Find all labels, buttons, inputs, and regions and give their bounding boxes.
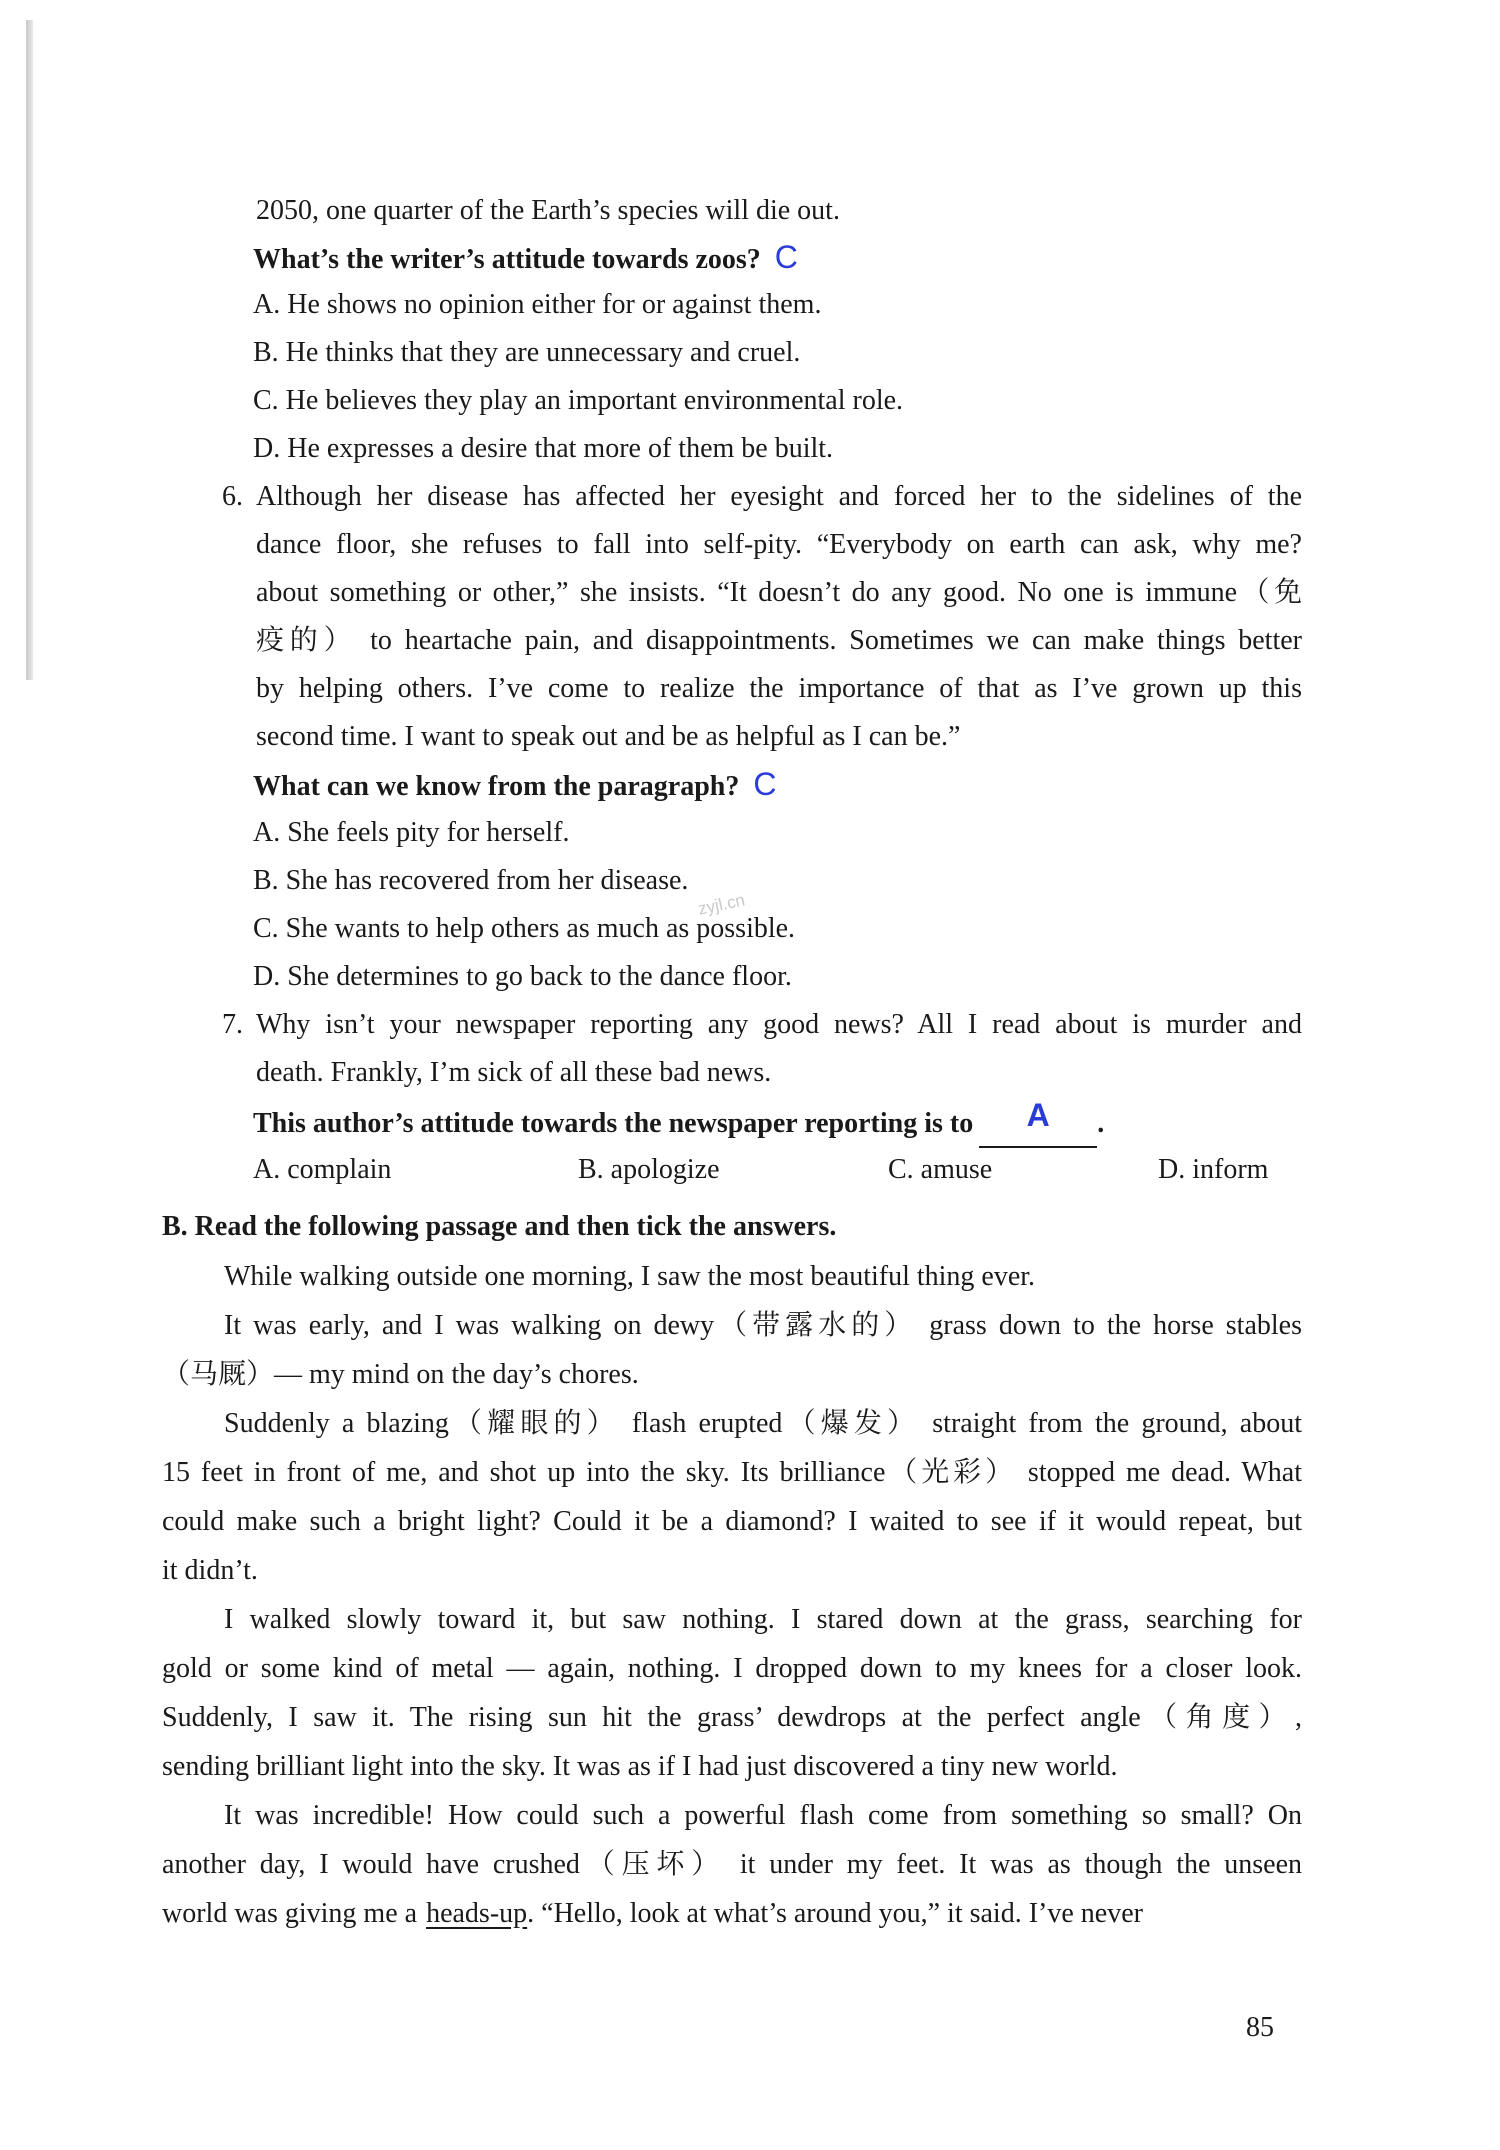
- q7-option-d: D. inform: [1158, 1154, 1269, 1185]
- passage-line-14-rest: [417, 1897, 1302, 1931]
- q7-question-text: This author’s attitude towards the newspaper reporting is to: [253, 1108, 974, 1139]
- heads-up-term: heads-up: [426, 1898, 528, 1929]
- q7-option-b: B. apologize: [578, 1154, 720, 1185]
- passage-line-11: sending brilliant light into the sky. It was as if I had just discovered a tiny new world.: [162, 1751, 1118, 1782]
- q7-answer: A: [1026, 1097, 1050, 1133]
- q5-option-b: B. He thinks that they are unnecessary and cruel.: [253, 337, 801, 368]
- q6-option-c: C. She wants to help others as much as possible.: [253, 913, 796, 944]
- q6-option-a: A. She feels pity for herself.: [253, 817, 570, 848]
- q7-question-end: .: [1097, 1108, 1105, 1139]
- passage-line-13: another day, I would have crushed（压坏） it under my feet. It was as though the unseen: [162, 1849, 1302, 1880]
- q5-continued-text: 2050, one quarter of the Earth’s species will die out.: [256, 195, 840, 226]
- passage-line-6: could make such a bright light? Could it be a diamond? I waited to see if it would repeat, but: [162, 1506, 1302, 1537]
- q7-number: 7.: [222, 1009, 243, 1040]
- passage-line-9: gold or some kind of metal — again, nothing. I dropped down to my knees for a closer look.: [162, 1653, 1302, 1684]
- q5-answer: C: [774, 239, 798, 275]
- q5-option-a: A. He shows no opinion either for or against them.: [253, 289, 822, 320]
- passage-line-14: [162, 1897, 1302, 1931]
- q7-line-1: Why isn’t your newspaper reporting any good news? All I read about is murder and: [256, 1009, 1302, 1040]
- passage-line-5: 15 feet in front of me, and shot up into the sky. Its brilliance（光彩） stopped me dead. What: [162, 1457, 1302, 1488]
- q6-line-1: Although her disease has affected her eyesight and forced her to the sidelines of the: [256, 481, 1302, 512]
- q6-option-b: B. She has recovered from her disease.: [253, 865, 689, 896]
- passage-line-14-after: . “Hello, look at what’s around you,” it said. I’ve never: [527, 1898, 1143, 1929]
- watermark: zyjl.cn: [696, 890, 747, 919]
- q7-option-c: C. amuse: [888, 1154, 993, 1185]
- passage-line-12: It was incredible! How could such a powerful flash come from something so small? On: [224, 1800, 1302, 1831]
- passage-line-7: it didn’t.: [162, 1555, 258, 1586]
- q6-line-3: about something or other,” she insists. “It doesn’t do any good. No one is immune（免: [256, 577, 1302, 608]
- q7-question: [253, 1097, 1105, 1144]
- q6-line-4: 疫的） to heartache pain, and disappointments. Sometimes we can make things better: [256, 625, 1302, 656]
- passage-line-14-before: world was giving me a: [162, 1898, 418, 1929]
- passage-line-2: It was early, and I was walking on dewy（带露水的） grass down to the horse stables: [224, 1310, 1302, 1341]
- passage-line-4: Suddenly a blazing（耀眼的） flash erupted（爆发） straight from the ground, about: [224, 1408, 1302, 1439]
- passage-line-10: Suddenly, I saw it. The rising sun hit the grass’ dewdrops at the perfect angle（角度）,: [162, 1702, 1302, 1733]
- q7-line-2: death. Frankly, I’m sick of all these bad news.: [256, 1057, 772, 1088]
- q6-line-6: second time. I want to speak out and be as helpful as I can be.”: [256, 721, 961, 752]
- binding-edge: [26, 20, 33, 680]
- q7-option-a: A. complain: [253, 1154, 392, 1185]
- q6-line-2: dance floor, she refuses to fall into self-pity. “Everybody on earth can ask, why me?: [256, 529, 1302, 560]
- passage-line-1: While walking outside one morning, I saw the most beautiful thing ever.: [224, 1261, 1036, 1292]
- q6-line-5: by helping others. I’ve come to realize the importance of that as I’ve grown up this: [256, 673, 1302, 704]
- q5-question: [253, 240, 798, 277]
- q6-option-d: D. She determines to go back to the dance floor.: [253, 961, 792, 992]
- passage-line-8: I walked slowly toward it, but saw nothing. I stared down at the grass, searching for: [224, 1604, 1302, 1635]
- q5-option-c: C. He believes they play an important environmental role.: [253, 385, 904, 416]
- q6-question-text: What can we know from the paragraph?: [253, 771, 740, 802]
- passage-line-3: （马厩）— my mind on the day’s chores.: [162, 1359, 639, 1390]
- section-b-heading: B. Read the following passage and then tick the answers.: [162, 1211, 837, 1242]
- q6-question: [253, 767, 777, 804]
- q5-option-d: D. He expresses a desire that more of them be built.: [253, 433, 834, 464]
- q5-question-text: What’s the writer’s attitude towards zoos?: [253, 244, 761, 275]
- page-number: 85: [1246, 2012, 1274, 2043]
- q6-number: 6.: [222, 481, 243, 512]
- q7-answer-blank: [979, 1097, 1097, 1148]
- q6-answer: C: [753, 766, 777, 802]
